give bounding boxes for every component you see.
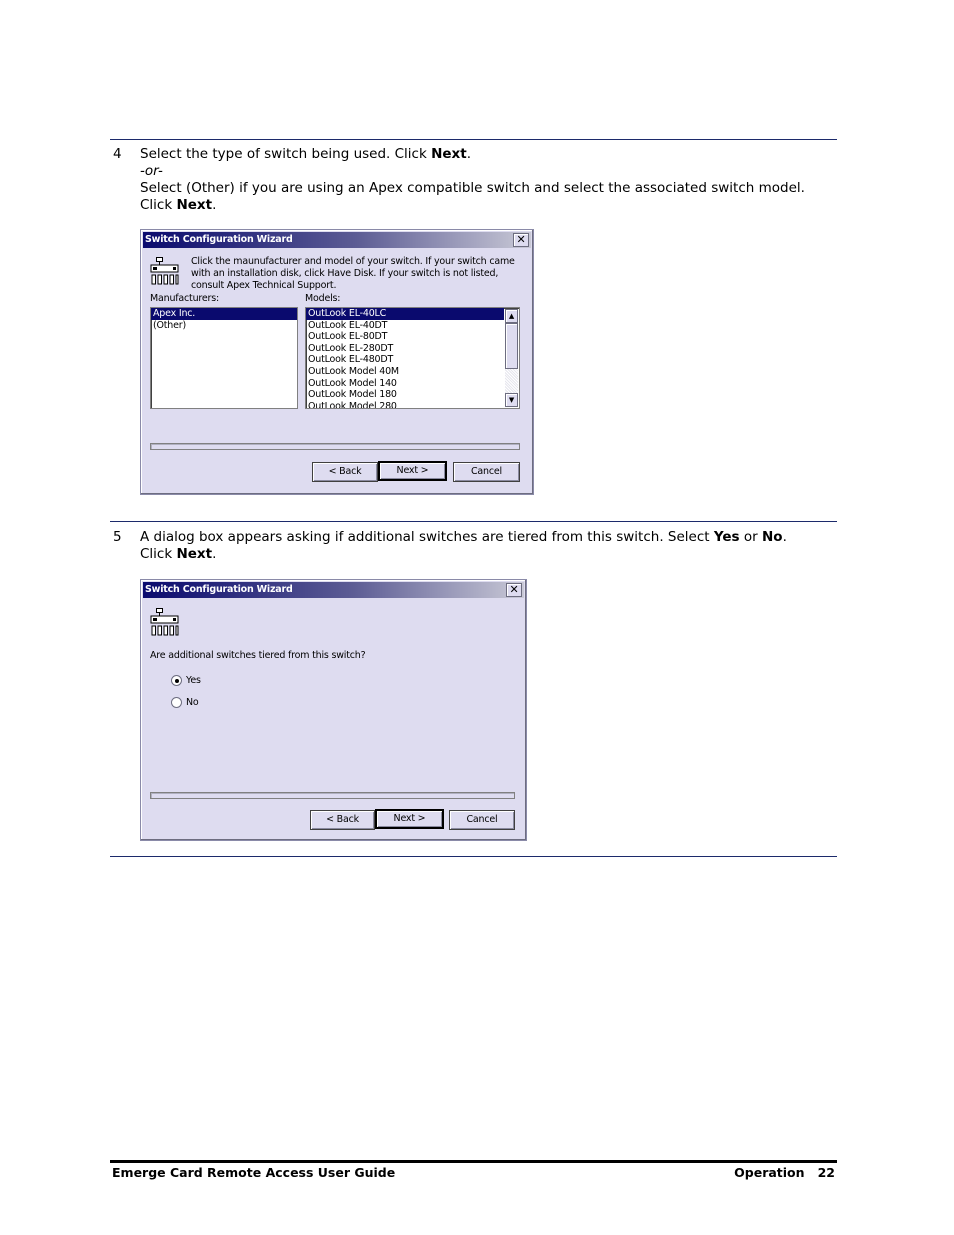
close-icon[interactable]: ✕ — [513, 233, 529, 247]
step-emphasis: Next — [176, 197, 213, 213]
step-emphasis: Yes — [713, 529, 740, 545]
radio-indicator[interactable] — [171, 675, 182, 686]
manufacturers-label: Manufacturers: — [150, 293, 219, 304]
step-line — [140, 197, 845, 214]
scrollbar-thumb[interactable] — [505, 323, 518, 369]
model-item[interactable]: OutLook EL-40DT — [308, 319, 388, 331]
switch-config-dialog-tiered — [140, 579, 527, 841]
dialog-titlebar — [143, 232, 531, 248]
manufacturers-listbox[interactable] — [150, 307, 298, 409]
section-rule-bottom — [110, 856, 837, 857]
step-emphasis: Next — [176, 546, 213, 562]
switch-device-icon — [150, 607, 180, 637]
model-item[interactable]: OutLook EL-40LC — [306, 308, 504, 320]
step-line — [140, 529, 845, 546]
step-or: -or- — [140, 163, 163, 179]
cancel-button[interactable]: Cancel — [449, 810, 515, 830]
step-line — [140, 146, 845, 163]
step-body — [140, 529, 845, 563]
switch-device-icon — [150, 256, 180, 286]
models-scrollbar[interactable] — [505, 309, 518, 407]
model-item[interactable]: OutLook EL-480DT — [308, 354, 394, 366]
step-number: 4 — [113, 146, 122, 162]
radio-no[interactable] — [171, 697, 199, 708]
scroll-down-icon[interactable]: ▼ — [505, 393, 518, 407]
footer-page: Operation 22 — [734, 1165, 835, 1180]
dialog-titlebar — [143, 582, 524, 598]
radio-yes-label: Yes — [186, 675, 201, 686]
step-text: A dialog box appears asking if additional switches are tiered from this switch. Select — [140, 529, 714, 545]
model-item[interactable]: OutLook Model 40M — [308, 365, 399, 377]
step-line: Select (Other) if you are using an Apex compatible switch and select the associated switch model. — [140, 180, 805, 196]
manufacturer-item[interactable]: Apex Inc. — [151, 308, 297, 320]
back-button[interactable]: < Back — [312, 462, 378, 482]
step-body — [140, 146, 845, 214]
dialog-title: Switch Configuration Wizard — [145, 584, 293, 595]
step-text: or — [739, 529, 762, 545]
section-rule-middle — [110, 521, 837, 522]
scroll-up-icon[interactable]: ▲ — [505, 309, 518, 323]
step-text: Click — [140, 546, 177, 562]
next-button[interactable]: Next > — [375, 809, 444, 829]
next-button[interactable]: Next > — [378, 461, 447, 481]
dialog-instructions: Click the maunufacturer and model of your switch. If your switch came with an installation disk, click Have Disk. If your switch is not listed, consult Apex Technical Support. — [191, 256, 515, 291]
step-punct: . — [782, 529, 787, 545]
step-line — [140, 163, 845, 180]
close-icon[interactable]: ✕ — [506, 583, 522, 597]
tiered-question: Are additional switches tiered from this switch? — [150, 650, 366, 661]
step-punct: . — [212, 197, 217, 213]
step-emphasis: Next — [431, 146, 467, 162]
step-number: 5 — [113, 529, 122, 545]
step-emphasis: No — [761, 529, 783, 545]
footer-rule — [110, 1160, 837, 1163]
model-item[interactable]: OutLook Model 280 — [308, 400, 397, 409]
wizard-progress-bar — [150, 443, 520, 450]
radio-indicator[interactable] — [171, 697, 182, 708]
model-item[interactable]: OutLook Model 180 — [308, 389, 397, 401]
model-item[interactable]: OutLook Model 140 — [308, 377, 397, 389]
models-listbox[interactable] — [305, 307, 520, 409]
step-line — [140, 546, 845, 563]
radio-yes[interactable] — [171, 675, 201, 686]
radio-no-label: No — [186, 697, 199, 708]
step-punct: . — [212, 546, 217, 562]
model-item[interactable]: OutLook EL-80DT — [308, 331, 388, 343]
manufacturer-item[interactable]: (Other) — [153, 319, 186, 331]
dialog-title: Switch Configuration Wizard — [145, 234, 293, 245]
step-text: Click — [140, 197, 177, 213]
step-punct: . — [466, 146, 471, 162]
models-label: Models: — [305, 293, 341, 304]
step-text: Select the type of switch being used. Click — [140, 146, 432, 162]
cancel-button[interactable]: Cancel — [453, 462, 520, 482]
model-item[interactable]: OutLook EL-280DT — [308, 342, 394, 354]
wizard-progress-bar — [150, 792, 515, 799]
back-button[interactable]: < Back — [310, 810, 375, 830]
section-rule-top — [110, 139, 837, 140]
switch-config-dialog-models — [140, 229, 534, 495]
footer-title: Emerge Card Remote Access User Guide — [112, 1165, 396, 1180]
